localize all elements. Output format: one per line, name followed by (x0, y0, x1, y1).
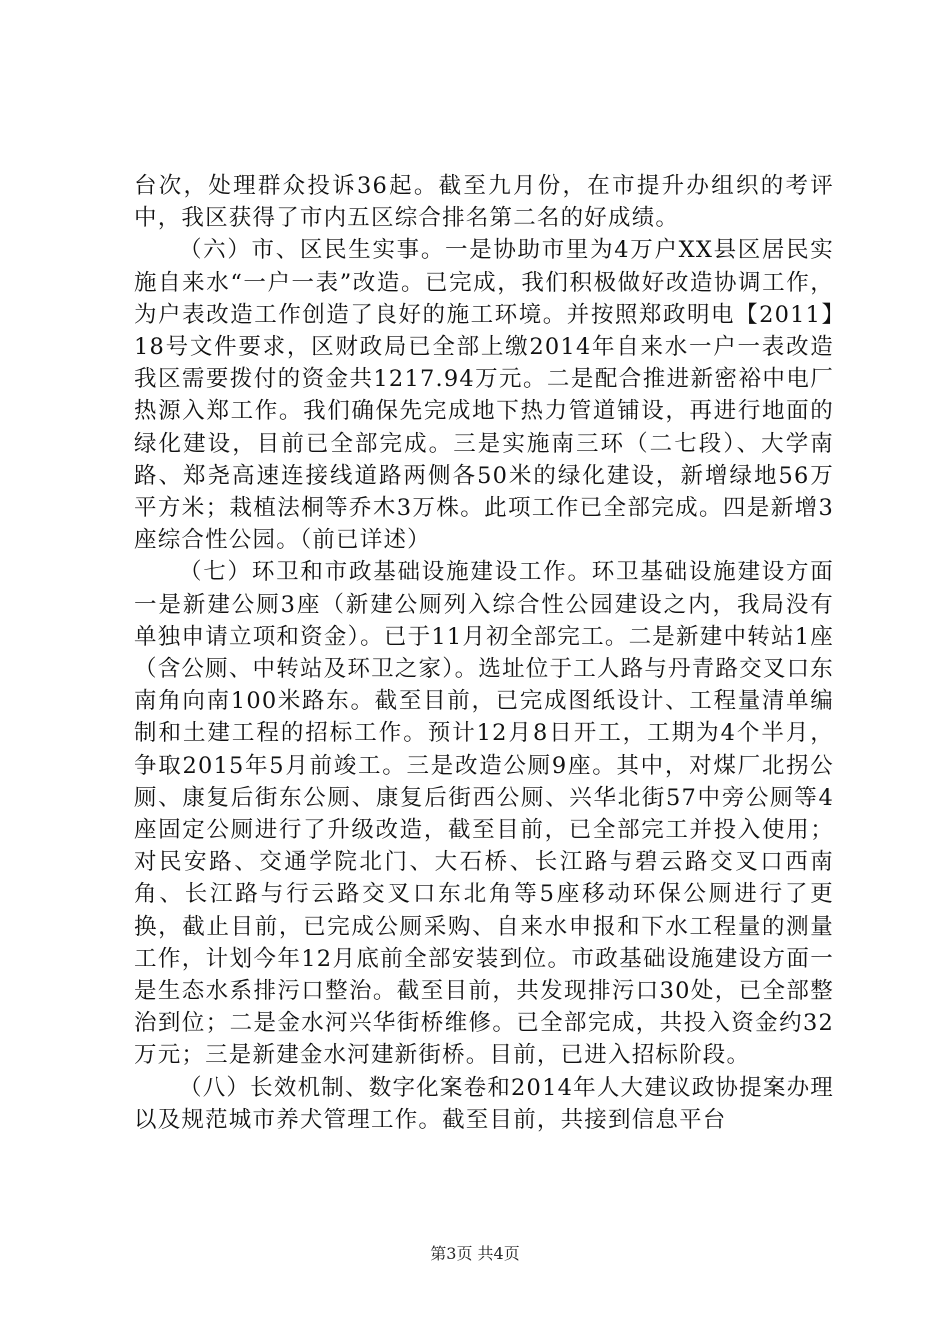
page-number-label: 第3页 共4页 (430, 1244, 520, 1263)
paragraph-1: 台次，处理群众投诉36起。截至九月份，在市提升办组织的考评中，我区获得了市内五区综合排名第二名的好成绩。 (134, 173, 834, 232)
paragraph-4: （八）长效机制、数字化案卷和2014年人大建议政协提案办理以及规范城市养犬管理工作。截至目前，共接到信息平台 (134, 1074, 834, 1133)
paragraph-3: （七）环卫和市政基础设施建设工作。环卫基础设施建设方面一是新建公厕3座（新建公厕列入综合性公园建设之内，我局没有单独申请立项和资金）。已于11月初全部完工。二是新建中转站1座（含公厕、中转站及环卫之家）。选址位于工人路与丹青路交叉口东南角向南100米路东。截至目前，已完成图纸设计、工程量清单编制和土建工程的招标工作。预计12月8日开工，工期为4个半月，争取2015年5月前竣工。三是改造公厕9座。其中，对煤厂北拐公厕、康复后街东公厕、康复后街西公厕、兴华北街57中旁公厕等4座固定公厕进行了升级改造，截至目前，已全部完工并投入使用；对民安路、交通学院北门、大石桥、长江路与碧云路交叉口西南角、长江路与行云路交叉口东北角等5座移动环保公厕进行了更换，截止目前，已完成公厕采购、自来水申报和下水工程量的测量工作，计划今年12月底前全部安装到位。市政基础设施建设方面一是生态水系排污口整治。截至目前，共发现排污口30处，已全部整治到位；二是金水河兴华街桥维修。已全部完成，共投入资金约32万元；三是新建金水河建新街桥。目前，已进入招标阶段。 (134, 559, 834, 1069)
page-footer (0, 1244, 950, 1264)
paragraph-2: （六）市、区民生实事。一是协助市里为4万户XX县区居民实施自来水“一户一表”改造。已完成，我们积极做好改造协调工作，为户表改造工作创造了良好的施工环境。并按照郑政明电【2011】18号文件要求，区财政局已全部上缴2014年自来水一户一表改造我区需要拨付的资金共1217.94万元。二是配合推进新密裕中电厂热源入郑工作。我们确保先完成地下热力管道铺设，再进行地面的绿化建设，目前已全部完成。三是实施南三环（二七段）、大学南路、郑尧高速连接线道路两侧各50米的绿化建设，新增绿地56万平方米；栽植法桐等乔木3万株。此项工作已全部完成。四是新增3座综合性公园。（前已详述） (134, 237, 834, 554)
document-body (134, 170, 834, 1136)
